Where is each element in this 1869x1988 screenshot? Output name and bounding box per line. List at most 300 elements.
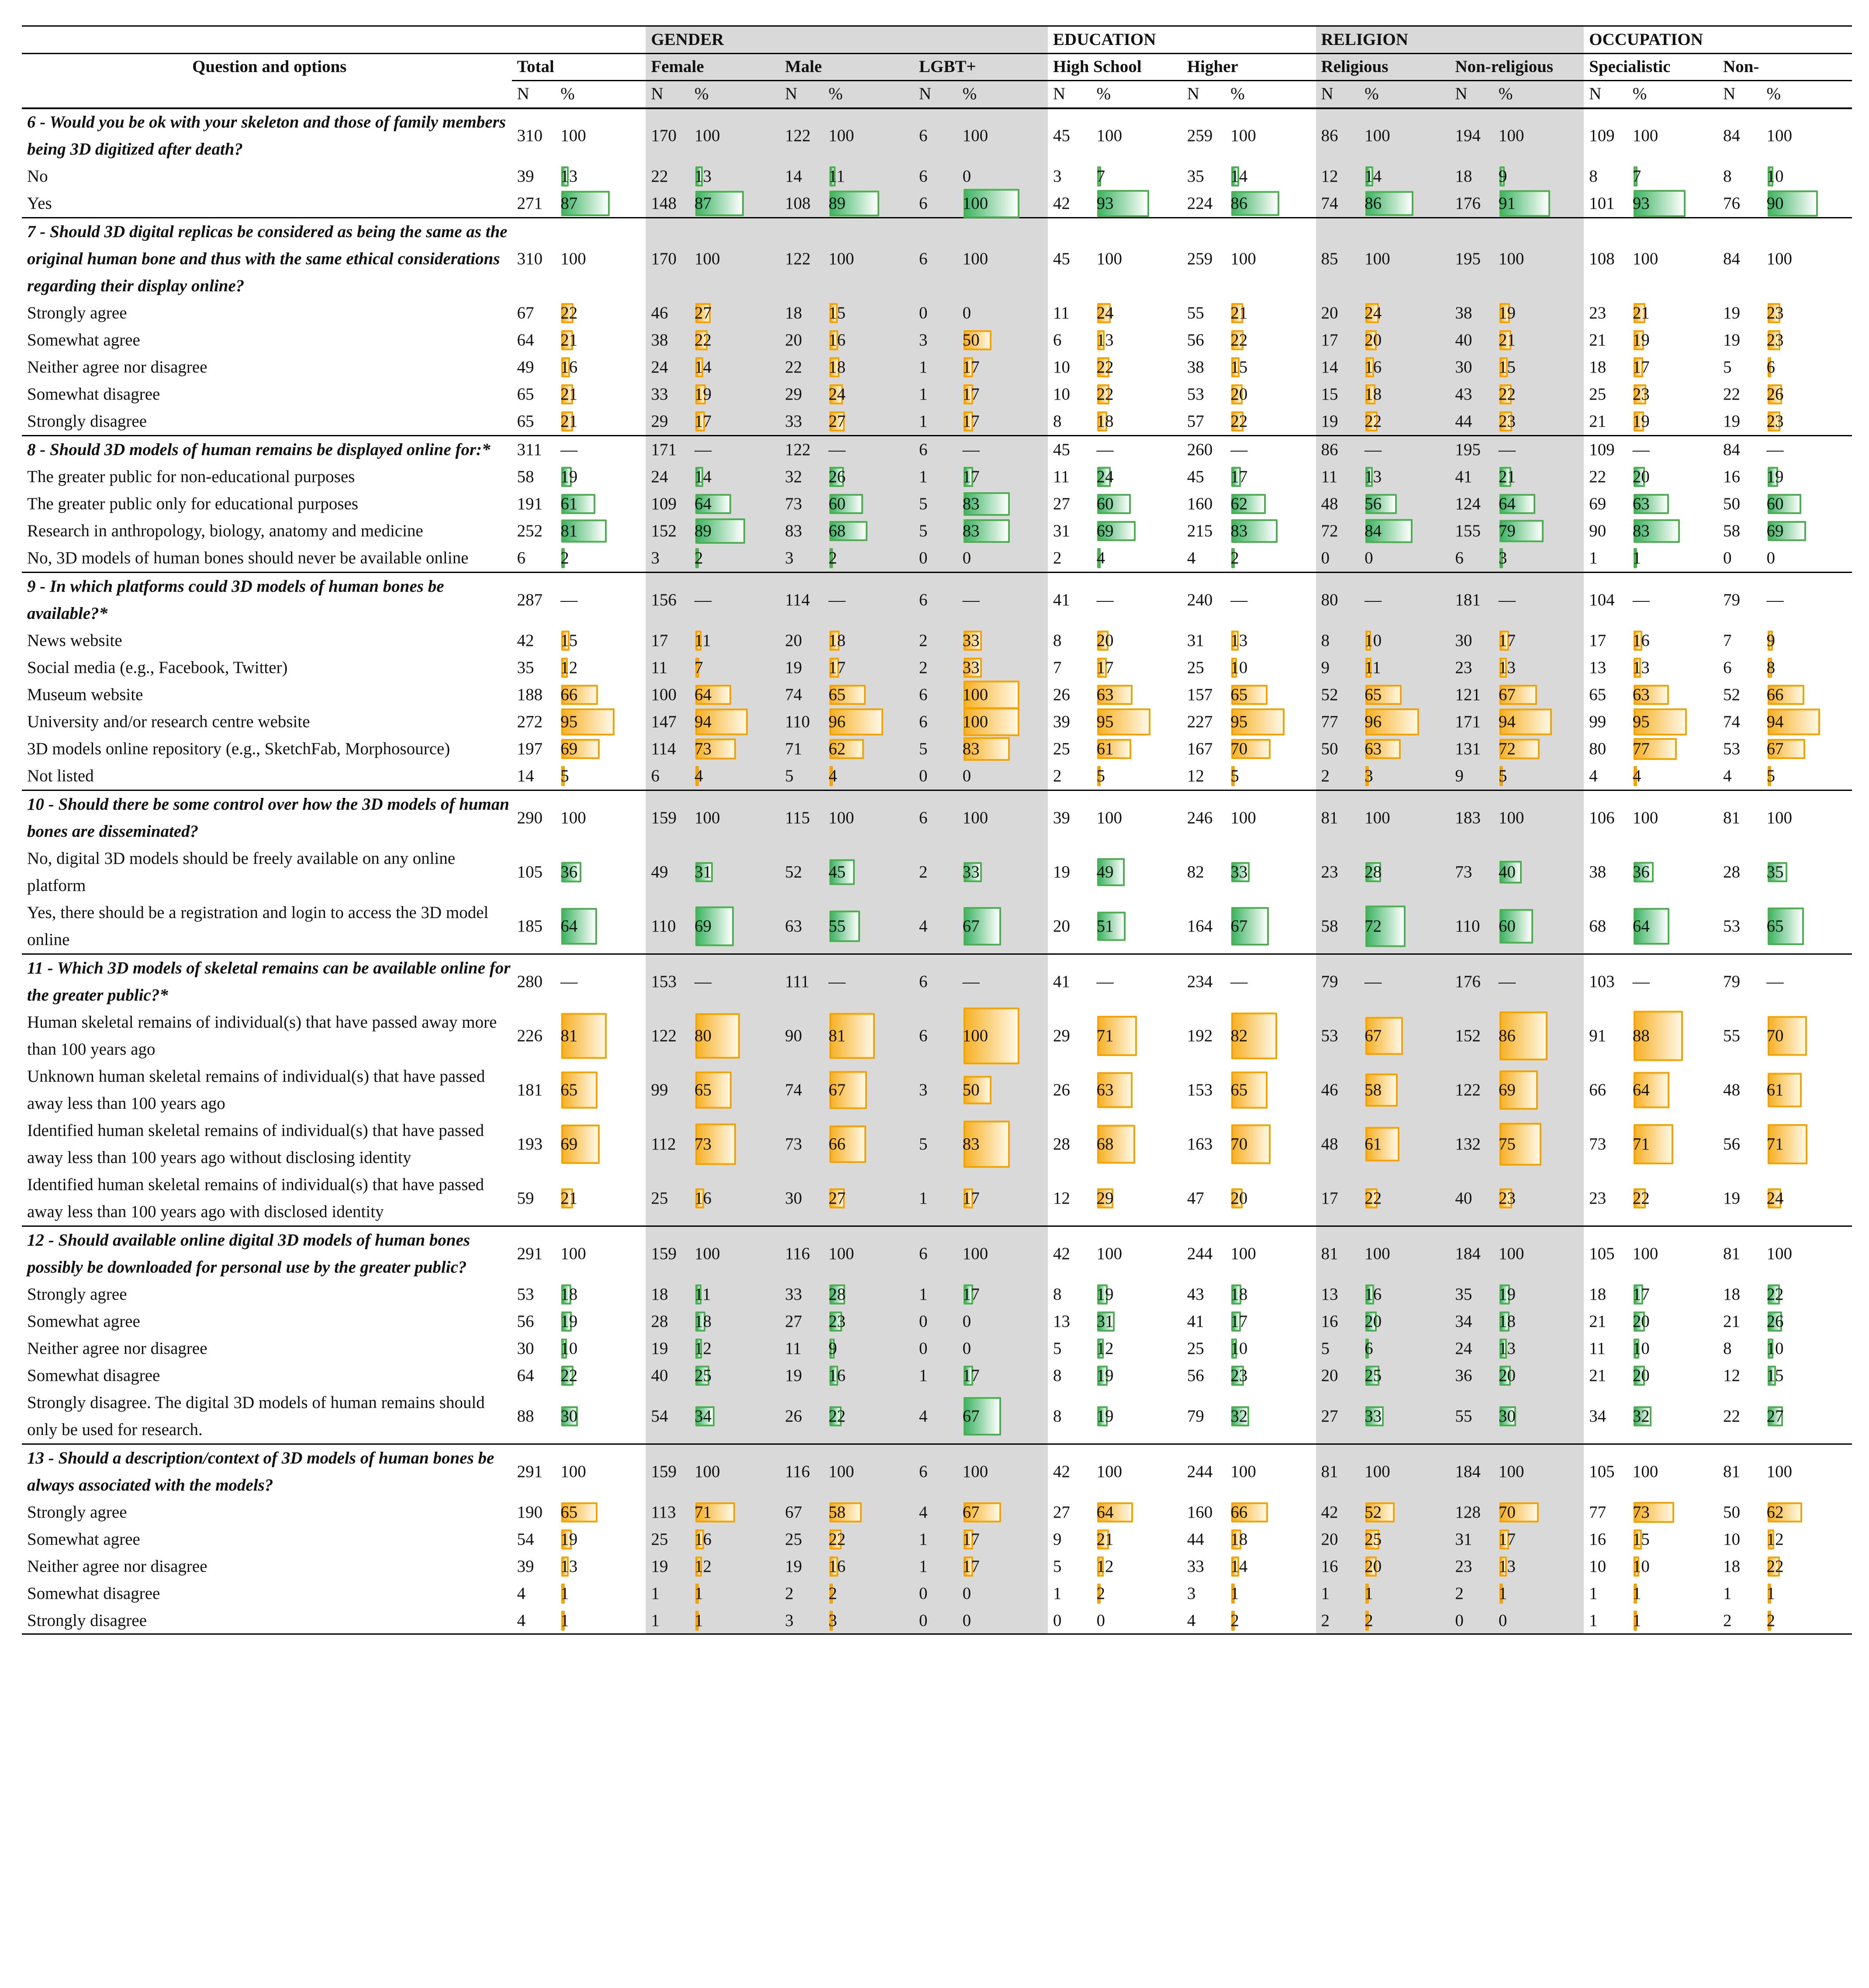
count-cell: 79 [1316,954,1360,1009]
percent-cell: 100 [689,1226,780,1281]
percent-cell [555,627,646,654]
option-text: Identified human skeletal remains of individual(s) that have passed away less than 100 years ago without disclosing identity [27,1121,484,1167]
percent-cell [1493,1009,1584,1063]
count-cell: 2 [1053,766,1062,785]
percent-value: 22 [1365,412,1382,431]
count-cell: 6 [914,1226,957,1281]
option-row [22,1499,1852,1526]
count-cell: 124 [1455,494,1481,513]
percent-value: 18 [1498,1312,1516,1331]
percent-cell [1493,1580,1584,1607]
option-text: No, digital 3D models should be freely available on any online platform [27,849,456,895]
percent-cell [1359,381,1450,408]
percent-value: 10 [1365,631,1382,650]
percent-cell [823,1607,914,1634]
percent-cell: 100 [1627,1226,1718,1281]
count-cell: 28 [651,1312,668,1331]
percent-value: 60 [828,494,846,513]
percent-value: 84 [1365,521,1382,540]
pct-header: % [694,84,709,103]
percent-value: 13 [1498,658,1516,677]
count-cell: 5 [1053,1339,1062,1358]
count-cell: 49 [517,358,534,376]
percent-value: 73 [694,1135,712,1153]
percent-value: 1 [1498,1584,1507,1603]
percent-cell [1091,1171,1182,1226]
count-cell: 244 [1182,1444,1226,1499]
percent-cell [1762,163,1852,190]
count-cell: 181 [1450,573,1493,628]
percent-cell: — [823,573,914,628]
question-row [22,436,1852,464]
option-row [22,899,1852,954]
count-cell: 46 [1321,1080,1338,1099]
count-cell: 19 [1723,412,1740,431]
count-cell: 24 [651,358,668,376]
percent-cell [1493,463,1584,490]
column-header-lgbt: LGBT+ [919,57,976,76]
percent-cell [1493,1308,1584,1335]
count-cell: 19 [1053,863,1070,881]
question-row [22,108,1852,163]
count-cell: 10 [1053,385,1070,404]
count-cell: 147 [651,712,677,731]
percent-value: 61 [1096,739,1114,758]
count-cell: 26 [1053,685,1070,704]
percent-cell [1359,1171,1450,1226]
percent-cell [1762,545,1852,573]
percent-cell [555,354,646,381]
percent-value: 32 [1632,1407,1650,1425]
percent-cell [1627,300,1718,327]
percent-cell [957,627,1048,654]
percent-cell: 100 [1493,1226,1584,1281]
count-cell: 34 [1455,1312,1472,1331]
question-text: 6 - Would you be ok with your skeleton and those of family members being 3D digitized after death? [22,108,512,163]
count-cell: 11 [785,1339,801,1358]
count-cell: 21 [1589,1366,1606,1385]
count-cell: 171 [646,436,689,464]
percent-cell [823,1362,914,1389]
percent-cell [1091,627,1182,654]
percent-value: 35 [1766,863,1784,881]
count-cell: 30 [1455,358,1472,376]
percent-cell [1225,463,1316,490]
percent-cell [1225,735,1316,763]
count-cell: 21 [1589,412,1606,431]
percent-value: 69 [1766,521,1784,540]
percent-value: 11 [1365,658,1381,677]
option-text: Strongly agree [27,1285,127,1304]
percent-value: 65 [1365,685,1382,704]
percent-value: 50 [962,331,980,349]
count-cell: 109 [1584,436,1627,464]
count-cell: 20 [1321,304,1338,322]
percent-cell [957,1553,1048,1580]
count-cell: 22 [785,358,802,376]
percent-cell [823,1335,914,1362]
percent-cell [1762,327,1852,354]
percent-value: 8 [1766,658,1776,677]
percent-cell [823,545,914,573]
percent-value: 30 [1498,1407,1516,1425]
percent-cell [1493,1499,1584,1526]
percent-cell [1091,1281,1182,1308]
percent-value: 0 [962,1611,971,1630]
count-cell: 197 [517,739,543,758]
percent-cell: 100 [1627,218,1718,300]
percent-cell [1359,545,1450,573]
count-cell: 48 [1321,494,1338,513]
percent-value: 6 [1365,1339,1373,1358]
percent-value: 36 [1632,863,1650,881]
count-cell: 50 [1723,494,1740,513]
count-cell: 21 [1589,331,1606,349]
count-cell: 19 [651,1557,668,1576]
option-row [22,327,1852,354]
count-cell: 191 [517,494,543,513]
count-cell: 42 [1048,1444,1092,1499]
percent-cell [1762,1308,1852,1335]
percent-cell [689,708,780,735]
percent-value: 15 [828,304,846,322]
percent-cell [555,1362,646,1389]
count-cell: 0 [1723,549,1732,567]
percent-value: 13 [1498,1557,1516,1576]
percent-value: 0 [1096,1611,1105,1630]
percent-value: 65 [1230,1080,1248,1099]
percent-cell [823,845,914,899]
percent-value: 17 [962,1285,980,1304]
count-cell: 44 [1455,412,1472,431]
count-cell: 73 [785,1135,802,1153]
percent-value: 17 [962,1557,980,1576]
percent-value: 95 [560,712,578,731]
percent-value: 14 [694,358,712,376]
percent-cell [1627,463,1718,490]
count-cell: 12 [1053,1189,1070,1208]
percent-value: 58 [828,1503,846,1522]
count-cell: 48 [1321,1135,1338,1153]
percent-value: 20 [1632,467,1650,486]
percent-value: 25 [1365,1530,1382,1549]
option-text: Strongly disagree [27,1611,147,1630]
count-cell: 5 [1321,1339,1330,1358]
percent-cell: 100 [555,1226,646,1281]
pct-header: % [1096,84,1111,103]
count-cell: 1 [919,1189,928,1208]
percent-value: 64 [694,685,712,704]
percent-value: 23 [828,1312,846,1331]
count-cell: 20 [785,631,802,650]
percent-cell [1359,1362,1450,1389]
percent-value: 22 [1096,358,1114,376]
percent-cell [689,1526,780,1553]
count-cell: 110 [651,917,676,935]
percent-cell [1627,1117,1718,1171]
percent-value: 18 [828,631,846,650]
percent-value: 0 [962,1312,971,1331]
count-cell: 3 [651,549,660,567]
percent-cell [1091,1335,1182,1362]
count-cell: 34 [1589,1407,1606,1425]
percent-value: 20 [1632,1312,1650,1331]
count-cell: 76 [1723,194,1740,213]
percent-cell [957,708,1048,735]
count-cell: 4 [1187,549,1196,567]
percent-value: 14 [1365,167,1382,186]
count-cell: 77 [1589,1503,1606,1522]
percent-cell [555,1526,646,1553]
count-cell: 19 [1723,1189,1740,1208]
count-cell: 4 [919,1503,928,1522]
percent-value: 20 [1230,1189,1248,1208]
percent-value: 63 [1632,685,1650,704]
count-cell: 56 [1723,1135,1740,1153]
option-text: Yes, there should be a registration and login to access the 3D model online [27,903,489,949]
percent-value: 71 [694,1503,712,1522]
count-cell: 77 [1321,712,1338,731]
percent-cell: — [555,573,646,628]
count-cell: 73 [1589,1135,1606,1153]
percent-value: 1 [1632,549,1641,567]
percent-cell [1359,1580,1450,1607]
percent-value: 23 [1498,412,1516,431]
count-cell: 6 [919,194,928,213]
percent-value: 10 [1230,658,1248,677]
percent-cell [689,627,780,654]
percent-value: 20 [1632,1366,1650,1385]
percent-cell [1762,735,1852,763]
option-text: Neither agree nor disagree [27,1339,207,1358]
percent-value: 0 [962,1584,971,1603]
count-cell: 1 [919,1530,928,1549]
count-cell: 291 [512,1226,556,1281]
count-cell: 234 [1182,954,1226,1009]
count-cell: 159 [646,790,689,846]
percent-value: 10 [1766,1339,1784,1358]
percent-cell [1225,1335,1316,1362]
count-cell: 0 [1321,549,1330,567]
percent-value: 18 [1096,412,1114,431]
percent-cell [1762,518,1852,545]
percent-cell [1091,327,1182,354]
percent-cell: 100 [1091,790,1182,846]
percent-value: 24 [1766,1189,1784,1208]
percent-cell [1225,1553,1316,1580]
percent-cell: 100 [823,1444,914,1499]
percent-cell [1762,463,1852,490]
percent-value: 20 [1365,1312,1382,1331]
percent-value: 21 [1498,467,1516,486]
percent-cell: 100 [957,218,1048,300]
count-cell: 18 [1455,167,1472,186]
percent-value: 27 [694,304,712,322]
count-cell: 8 [1053,412,1062,431]
percent-cell [1762,654,1852,681]
count-cell: 74 [785,1080,802,1099]
percent-value: 18 [1230,1285,1248,1304]
percent-cell [689,327,780,354]
count-cell: 152 [651,521,677,540]
percent-value: 16 [694,1189,712,1208]
percent-cell [1091,1499,1182,1526]
percent-cell [1627,1171,1718,1226]
count-cell: 38 [1187,358,1204,376]
percent-value: 22 [1498,385,1516,404]
question-row [22,954,1852,1009]
percent-value: 13 [560,167,578,186]
percent-value: 23 [1230,1366,1248,1385]
percent-value: 70 [1766,1026,1784,1045]
percent-value: 83 [962,494,980,513]
count-cell: 8 [1589,167,1598,186]
percent-value: 1 [1632,1611,1641,1630]
count-cell: 30 [1455,631,1472,650]
percent-value: 17 [1230,1312,1248,1331]
count-cell: 188 [517,685,543,704]
count-cell: 4 [919,917,928,935]
percent-cell [1091,763,1182,790]
percent-value: 1 [1365,1584,1373,1603]
percent-cell [1627,627,1718,654]
count-cell: 1 [919,1557,928,1576]
count-cell: 33 [785,412,802,431]
percent-cell [823,354,914,381]
percent-cell: 100 [1493,790,1584,846]
percent-cell [1359,1607,1450,1634]
percent-cell [689,1607,780,1634]
percent-cell [1359,1308,1450,1335]
count-cell: 39 [1053,712,1070,731]
count-cell: 1 [919,385,928,404]
count-cell: 17 [1589,631,1606,650]
option-text: 3D models online repository (e.g., SketchFab, Morphosource) [27,739,450,758]
count-cell: 260 [1182,436,1226,464]
percent-cell [1762,899,1852,954]
pct-header: % [1766,84,1781,103]
percent-cell: 100 [1225,1444,1316,1499]
count-cell: 132 [1455,1135,1481,1153]
percent-cell [555,1499,646,1526]
n-header: N [1589,84,1602,103]
percent-cell [1359,518,1450,545]
percent-value: 65 [560,1080,578,1099]
table-body [22,108,1852,1635]
percent-value: 71 [1766,1135,1784,1153]
percent-value: 3 [1498,549,1507,567]
percent-cell [1225,1117,1316,1171]
count-cell: 259 [1182,218,1226,300]
percent-value: 1 [694,1584,703,1603]
percent-cell [1493,190,1584,218]
count-cell: 0 [1053,1611,1062,1630]
percent-cell: — [1493,954,1584,1009]
percent-cell: — [689,954,780,1009]
percent-value: 16 [560,358,578,376]
count-cell: 86 [1316,436,1360,464]
option-row [22,1009,1852,1063]
percent-cell [689,899,780,954]
percent-cell [1359,681,1450,708]
percent-cell [1225,1171,1316,1226]
count-cell: 114 [651,739,676,758]
count-cell: 90 [1589,521,1606,540]
count-cell: 9 [1053,1530,1062,1549]
percent-cell [1225,1526,1316,1553]
count-cell: 35 [1187,167,1204,186]
count-cell: 6 [1053,331,1062,349]
count-cell: 27 [1053,1503,1070,1522]
percent-value: 63 [1096,685,1114,704]
percent-value: 17 [962,358,980,376]
n-header: N [1053,84,1066,103]
percent-value: 18 [828,358,846,376]
percent-cell [1225,327,1316,354]
percent-value: 100 [962,194,988,213]
percent-cell [823,518,914,545]
count-cell: 45 [1048,218,1092,300]
percent-value: 33 [962,631,980,650]
percent-value: 16 [694,1530,712,1549]
count-cell: 159 [646,1444,689,1499]
percent-cell [1762,354,1852,381]
option-text: Research in anthropology, biology, anatomy and medicine [27,521,423,540]
percent-cell [1091,735,1182,763]
percent-value: 19 [560,1530,578,1549]
count-cell: 30 [517,1339,534,1358]
option-text: Strongly agree [27,304,127,322]
count-cell: 79 [1187,1407,1204,1425]
percent-value: 22 [828,1407,846,1425]
percent-cell [823,327,914,354]
option-text: Strongly agree [27,1503,127,1522]
count-cell: 155 [1455,521,1481,540]
percent-value: 80 [694,1026,712,1045]
percent-cell [1493,1335,1584,1362]
percent-cell: — [1359,954,1450,1009]
percent-value: 60 [1766,494,1784,513]
count-cell: 21 [1723,1312,1740,1331]
percent-cell [1091,1526,1182,1553]
count-cell: 8 [1053,631,1062,650]
count-cell: 29 [785,385,802,404]
count-cell: 14 [1321,358,1338,376]
percent-value: 83 [962,1135,980,1153]
group-header-education: EDUCATION [1053,30,1156,49]
percent-cell [823,381,914,408]
percent-value: 52 [1365,1503,1382,1522]
percent-cell [1225,1281,1316,1308]
count-cell: 19 [1321,412,1338,431]
count-cell: 4 [919,1407,928,1425]
count-cell: 252 [517,521,543,540]
option-text: News website [27,631,122,650]
count-cell: 10 [1589,1557,1606,1576]
percent-cell [1225,381,1316,408]
percent-cell [1762,1526,1852,1553]
percent-value: 62 [1766,1503,1784,1522]
count-cell: 25 [651,1189,668,1208]
count-cell: 49 [651,863,668,881]
option-row [22,463,1852,490]
percent-cell [1091,654,1182,681]
percent-value: 12 [694,1339,712,1358]
percent-cell [1627,490,1718,518]
percent-value: 45 [828,863,846,881]
count-cell: 26 [1053,1080,1070,1099]
count-cell: 27 [1053,494,1070,513]
